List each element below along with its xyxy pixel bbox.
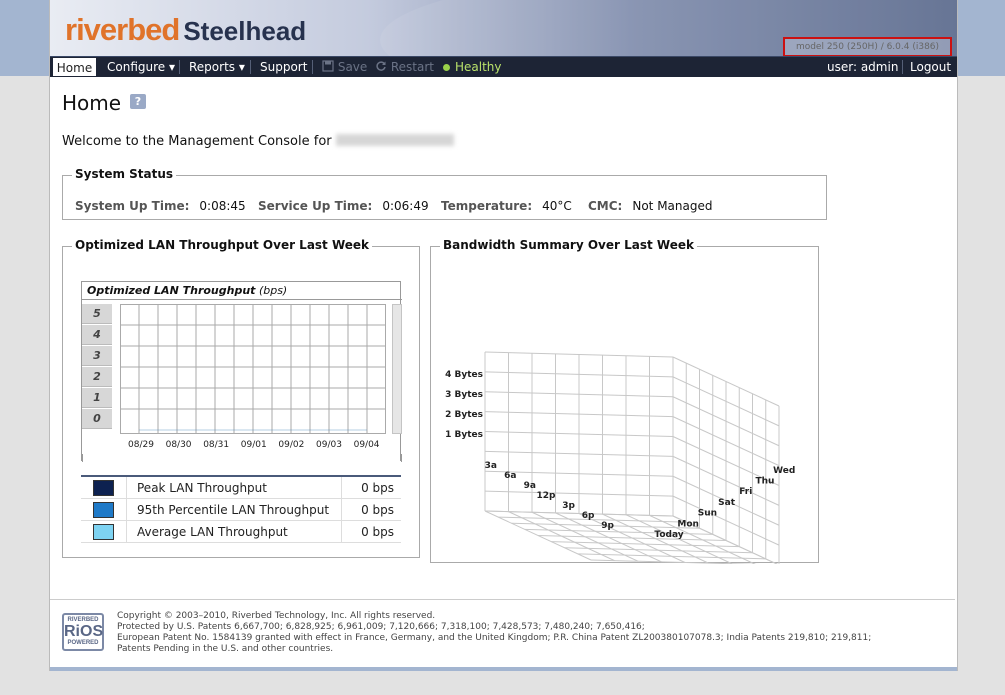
footer-text: [117, 611, 871, 655]
nav-separator: [902, 60, 903, 74]
day-tick-label: Wed: [773, 465, 796, 476]
y-tick-label: 1: [82, 388, 112, 408]
restart-icon: [375, 60, 387, 72]
hour-tick-label: 12p: [536, 491, 556, 501]
nav-configure[interactable]: Configure ▾: [107, 60, 175, 74]
page-title: Home: [62, 91, 122, 115]
y-tick-label: 3: [82, 346, 112, 366]
nav-separator: [250, 60, 251, 74]
footer-line: European Patent No. 1584139 granted with effect in France, Germany, and the United Kingdom; P.R. China Patent ZL200380107078.3; India Patents 219,810; 219,811;: [117, 633, 872, 643]
legend-swatch: [93, 502, 114, 518]
x-tick-label: 09/01: [240, 440, 267, 450]
rios-powered-logo: [62, 613, 104, 651]
throughput-chart-unit: (bps): [258, 284, 288, 297]
legend-row: [81, 476, 401, 499]
logout-link[interactable]: Logout: [910, 60, 952, 74]
legend-value: 0 bps: [342, 476, 402, 499]
stat-label: System Up Time:: [75, 199, 190, 213]
throughput-legend-table: [81, 475, 401, 543]
legend-value: 0 bps: [342, 521, 402, 543]
y-tick-label: 5: [82, 304, 112, 324]
legend-swatch-cell: [81, 476, 127, 499]
lan-throughput-title: Optimized LAN Throughput Over Last Week: [72, 238, 372, 252]
y-tick-label: 4: [82, 325, 112, 345]
logo-riverbed: riverbed: [65, 12, 180, 47]
z-tick-label: 4 Bytes: [445, 370, 483, 380]
throughput-chart-title: [87, 284, 287, 297]
hour-tick-label: 3a: [484, 461, 497, 471]
footer-line: Copyright © 2003–2010, Riverbed Technology, Inc. All rights reserved.: [117, 611, 436, 621]
rios-logo-top: RIVERBED: [67, 617, 99, 623]
bottom-bar: [50, 667, 957, 671]
day-tick-label: Sat: [718, 497, 736, 508]
bandwidth-summary-box: [430, 238, 819, 563]
x-tick-label: 08/31: [203, 440, 230, 450]
model-info: model 250 (250H) / 6.0.4 (i386): [783, 37, 952, 56]
save-button[interactable]: [322, 57, 367, 77]
save-icon: [322, 60, 334, 72]
legend-value: 0 bps: [342, 499, 402, 521]
welcome-message: [62, 134, 454, 149]
system-status-box: [62, 167, 827, 220]
background-left: [0, 0, 49, 76]
legend-swatch-cell: [81, 499, 127, 521]
hour-tick-label: 9p: [601, 521, 614, 531]
footer-line: Protected by U.S. Patents 6,667,700; 6,828,925; 6,961,009; 7,120,666; 7,318,100; 7,428,573; 7,480,240; 7,650,416;: [117, 622, 645, 632]
stat-label: CMC:: [588, 199, 623, 213]
x-tick-label: 09/02: [278, 440, 305, 450]
stat-label: Service Up Time:: [258, 199, 373, 213]
day-tick-label: Sun: [697, 508, 718, 519]
health-status[interactable]: [443, 57, 502, 77]
hour-tick-label: 9a: [523, 481, 536, 491]
bandwidth-3d-chart: [431, 247, 820, 564]
riverbed-steelhead-logo: [65, 12, 306, 48]
status-dot-icon: [443, 64, 450, 71]
rios-logo-mid: RiOS: [64, 623, 104, 640]
legend-row: [81, 521, 401, 543]
nav-reports[interactable]: Reports ▾: [189, 60, 245, 74]
cmc-status: [588, 199, 712, 213]
health-status-label: Healthy: [455, 60, 502, 74]
save-label: Save: [337, 60, 368, 74]
temperature: [441, 199, 572, 213]
day-tick-label: Mon: [677, 519, 699, 530]
z-tick-label: 1 Bytes: [445, 430, 483, 440]
z-tick-label: 2 Bytes: [445, 410, 483, 420]
stat-value: 40°C: [542, 199, 572, 213]
y-tick-label: 2: [82, 367, 112, 387]
welcome-text: Welcome to the Management Console for: [62, 134, 332, 149]
throughput-chart-grid: [120, 304, 386, 434]
stat-value: 0:06:49: [382, 199, 429, 213]
x-tick-label: 08/29: [128, 440, 154, 450]
y-tick-label: 0: [82, 409, 112, 429]
legend-row: [81, 499, 401, 521]
page-container: [49, 0, 958, 671]
nav-separator: [312, 60, 313, 74]
legend-swatch: [93, 480, 114, 496]
hour-tick-label: 6p: [581, 511, 595, 521]
throughput-chart-name: Optimized LAN Throughput: [87, 284, 256, 297]
hour-tick-label: 6a: [504, 471, 517, 481]
throughput-chart-panel: [81, 281, 401, 461]
main-navbar: [50, 56, 957, 77]
legend-label: Average LAN Throughput: [127, 521, 342, 543]
footer-line: Patents Pending in the U.S. and other countries.: [117, 644, 334, 654]
x-tick-label: 09/03: [316, 440, 342, 450]
nav-support[interactable]: Support: [260, 60, 308, 74]
background-right: [957, 0, 1005, 76]
bandwidth-summary-title: Bandwidth Summary Over Last Week: [440, 238, 697, 252]
logo-steelhead: Steelhead: [183, 16, 307, 46]
redacted-hostname: [336, 134, 454, 146]
legend-label: Peak LAN Throughput: [127, 476, 342, 499]
day-tick-label: Today: [654, 530, 684, 540]
x-tick-label: 08/30: [165, 440, 192, 450]
legend-swatch: [93, 524, 114, 540]
day-tick-label: Fri: [739, 487, 753, 498]
system-uptime: [75, 199, 246, 213]
rios-logo-bottom: POWERED: [67, 640, 99, 646]
nav-home[interactable]: Home: [52, 57, 97, 77]
legend-swatch-cell: [81, 521, 127, 543]
restart-button[interactable]: [375, 57, 434, 77]
hour-tick-label: 3p: [562, 501, 575, 511]
user-label: user: admin: [827, 60, 899, 74]
day-tick-label: Thu: [755, 476, 775, 487]
x-tick-label: 09/04: [353, 440, 380, 450]
chart-title-divider: [82, 299, 402, 300]
chart-scrollbar[interactable]: [392, 304, 402, 434]
stat-label: Temperature:: [441, 199, 533, 213]
service-uptime: [258, 199, 429, 213]
restart-label: Restart: [390, 60, 434, 74]
stat-value: 0:08:45: [199, 199, 246, 213]
chart-frame-right: [401, 454, 402, 462]
header-banner: [50, 0, 957, 56]
legend-label: 95th Percentile LAN Throughput: [127, 499, 342, 521]
lan-throughput-box: [62, 238, 420, 558]
nav-separator: [179, 60, 180, 74]
help-button[interactable]: ?: [130, 94, 146, 109]
stat-value: Not Managed: [632, 199, 713, 213]
system-status-title: System Status: [72, 167, 176, 181]
z-tick-label: 3 Bytes: [445, 390, 483, 400]
footer: [50, 599, 955, 668]
chart-frame-left: [82, 454, 83, 462]
